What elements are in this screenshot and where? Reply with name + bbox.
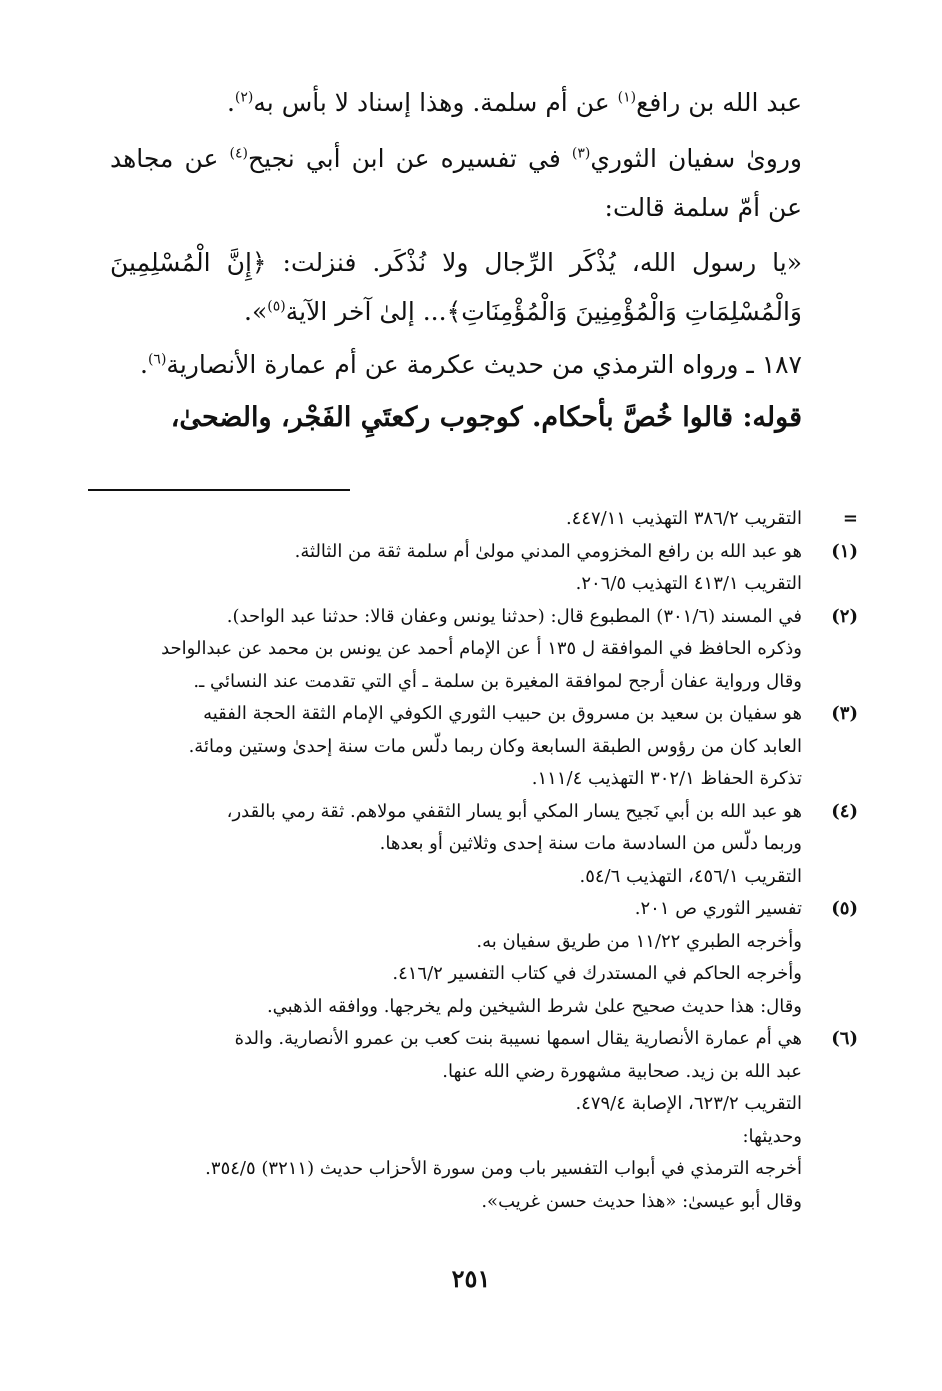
text-run: عبد الله بن رافع xyxy=(636,88,802,117)
footnote-line: تذكرة الحفاظ ٣٠٢/١ التهذيب ١١١/٤. xyxy=(531,768,802,789)
footnote-line: وقال ورواية عفان أرجح لموافقة المغيرة بن سلمة ـ أي التي تقدمت عند النسائي ـ. xyxy=(193,670,802,692)
paragraph-5-commentary: قوله: قالوا خُصَّ بأحكام. كوجوب ركعتَيِ الفَجْر، والضحىٰ، xyxy=(170,402,802,433)
footnotes xyxy=(96,503,858,1218)
footnote-5 xyxy=(96,893,858,1023)
paragraph-1 xyxy=(110,78,802,127)
footnote-line: وحديثها: xyxy=(742,1125,802,1147)
footnote-3 xyxy=(96,698,858,796)
footnote-line: وقال: هذا حديث صحيح علىٰ شرط الشيخين ولم يخرجها. ووافقه الذهبي. xyxy=(266,995,802,1017)
footnote-line: وأخرجه الطبري ١١/٢٢ من طريق سفيان به. xyxy=(476,930,802,952)
footnote-number: (٣) xyxy=(831,703,858,724)
footnote-continuation xyxy=(96,503,858,536)
footnote-separator xyxy=(88,489,350,491)
footnote-line: في المسند (٣٠١/٦) المطبوع قال: (حدثنا يونس وعفان قالا: حدثنا عبد الواحد). xyxy=(226,605,802,627)
footnote-ref-6[interactable]: (٦) xyxy=(147,351,167,368)
text-run: . xyxy=(226,88,235,117)
footnote-4 xyxy=(96,796,858,894)
footnote-number: (٤) xyxy=(831,800,858,822)
footnote-line: هي أم عمارة الأنصارية يقال اسمها نسيبة بنت كعب بن عمرو الأنصارية. والدة xyxy=(234,1028,802,1049)
page-number: ٢٥١ xyxy=(451,1264,491,1293)
footnote-2 xyxy=(96,601,858,699)
footnote-line: وذكره الحافظ في الموافقة ل ١٣٥ أ عن الإمام أحمد عن يونس بن محمد عن عبدالواحد xyxy=(161,638,802,659)
footnote-number: = xyxy=(842,508,858,529)
footnote-line: التقريب ٦٢٣/٢، الإصابة ٤٧٩/٤. xyxy=(575,1093,802,1114)
footnote-line: التقريب ٤٥٦/١، التهذيب ٥٤/٦. xyxy=(579,865,802,887)
main-text xyxy=(110,78,802,442)
text-run: . xyxy=(140,350,148,379)
footnote-line: تفسير الثوري ص ٢٠١. xyxy=(634,898,802,919)
footnote-line: هو عبد الله بن أبي نَجيح يسار المكي أبو يسار الثقفي مولاهم. ثقة رمي بالقدر، xyxy=(226,800,802,822)
footnote-line: وربما دلّس من السادسة مات سنة إحدى وثلاثين أو بعدها. xyxy=(379,833,802,854)
footnote-number: (١) xyxy=(831,540,858,562)
footnote-line: وأخرجه الحاكم في المستدرك في كتاب التفسير ٤١٦/٢. xyxy=(392,963,802,984)
footnote-line: العابد كان من رؤوس الطبقة السابعة وكان ربما دلّس مات سنة إحدىٰ وستين ومائة. xyxy=(188,735,802,757)
footnote-ref-2[interactable]: (٢) xyxy=(234,89,254,106)
text-run: في تفسيره عن ابن أبي نجيح xyxy=(247,144,572,173)
footnote-line: وقال أبو عيسىٰ: «هذا حديث حسن غريب». xyxy=(481,1190,802,1212)
footnote-number: (٢) xyxy=(831,605,858,627)
text-run: عن مجاهد عن أمّ سلمة قالت: xyxy=(110,144,802,222)
footnote-line: هو سفيان بن سعيد بن مسروق بن حبيب الثوري الكوفي الإمام الثقة الحجة الفقيه xyxy=(203,703,802,724)
text-run: ١٨٧ ـ ورواه الترمذي من حديث عكرمة عن أم عمارة الأنصارية xyxy=(166,350,802,379)
footnote-6 xyxy=(96,1023,858,1218)
footnote-line: هو عبد الله بن رافع المخزومي المدني مولىٰ أم سلمة ثقة من الثالثة. xyxy=(294,540,802,562)
text-run: وروىٰ سفيان الثوري xyxy=(590,144,802,173)
text-run: ». xyxy=(244,297,268,326)
paragraph-4 xyxy=(110,340,802,389)
footnote-ref-4[interactable]: (٤) xyxy=(229,145,248,162)
text-run: عن أم سلمة. وهذا إسناد لا بأس به xyxy=(253,88,618,117)
footnote-1 xyxy=(96,536,858,601)
paragraph-3 xyxy=(110,238,802,336)
footnote-line: التقريب ٣٨٦/٢ التهذيب ٤٤٧/١١. xyxy=(565,508,802,529)
footnote-number: (٥) xyxy=(831,898,858,919)
footnote-line: عبد الله بن زيد. صحابية مشهورة رضي الله عنها. xyxy=(442,1060,802,1082)
paragraph-2 xyxy=(110,134,802,232)
footnote-line: التقريب ٤١٣/١ التهذيب ٢٠٦/٥. xyxy=(575,573,802,594)
footnote-line: أخرجه الترمذي في أبواب التفسير باب ومن سورة الأحزاب حديث (٣٢١١) ٣٥٤/٥. xyxy=(205,1158,802,1179)
footnote-ref-5[interactable]: (٥) xyxy=(267,298,286,315)
footnote-ref-1[interactable]: (١) xyxy=(617,89,637,106)
footnote-ref-3[interactable]: (٣) xyxy=(571,145,591,162)
text-run: «يا رسول الله، يُذْكَر الرِّجال ولا نُذْكَر. فنزلت: ﴿إِنَّ الْمُسْلِمِينَ وَالْمُسْلِمَاتِ وَالْمُؤْمِنِينَ وَالْمُؤْمِنَاتِ﴾... إلىٰ آخر الآية xyxy=(110,248,802,326)
footnote-number: (٦) xyxy=(831,1028,858,1049)
